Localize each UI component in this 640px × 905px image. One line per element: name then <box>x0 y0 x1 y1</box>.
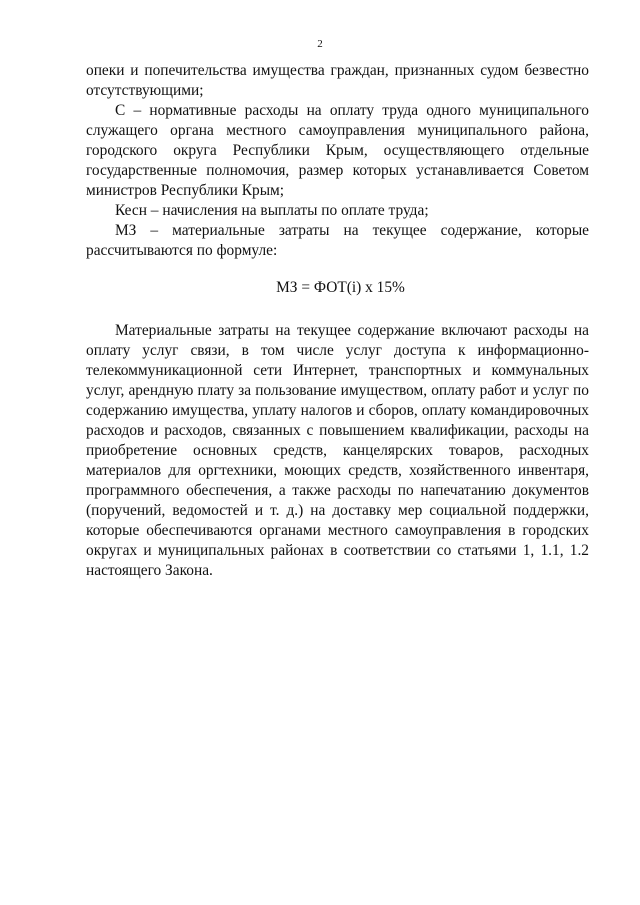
paragraph-definition-c: С – нормативные расходы на оплату труда одного муниципального служащего органа местного самоуправления муниципального района, городского округа Республики Крым, осуществляющего отдельные государственные полномочия, размер которых устанавливается Советом министров Республики Крым; <box>86 102 589 199</box>
paragraph-definition-kesn: Кесн – начисления на выплаты по оплате труда; <box>115 202 429 219</box>
paragraph-material-costs: Материальные затраты на текущее содержание включают расходы на оплату услуг связи, в том числе услуг доступа к информационно-телекоммуникационной сети Интернет, транспортных и коммунальных услуг, арендную плату за пользование имуществом, оплату работ и услуг по содержанию имущества, уплату налогов и сборов, оплату командировочных расходов и расходов, связанных с повышением квалификации, расходы на приобретение основных средств, канцелярских товаров, расходных материалов для оргтехники, моющих средств, хозяйственного инвентаря, программного обеспечения, а также расходы по напечатанию документов (поручений, ведомостей и т. д.) на доставку мер социальной поддержки, которые обеспечиваются органами местного самоуправления в городских округах и муниципальных районах в соответствии со статьями 1, 1.1, 1.2 настоящего Закона. <box>86 322 589 579</box>
paragraph-definition-mz: МЗ – материальные затраты на текущее содержание, которые рассчитываются по формуле: <box>86 222 589 259</box>
formula: МЗ = ФОТ(i) х 15% <box>276 279 405 296</box>
document-body <box>86 61 589 581</box>
paragraph-continuation: опеки и попечительства имущества граждан, признанных судом безвестно отсутствующими; <box>86 62 589 99</box>
page-number: 2 <box>317 38 323 50</box>
